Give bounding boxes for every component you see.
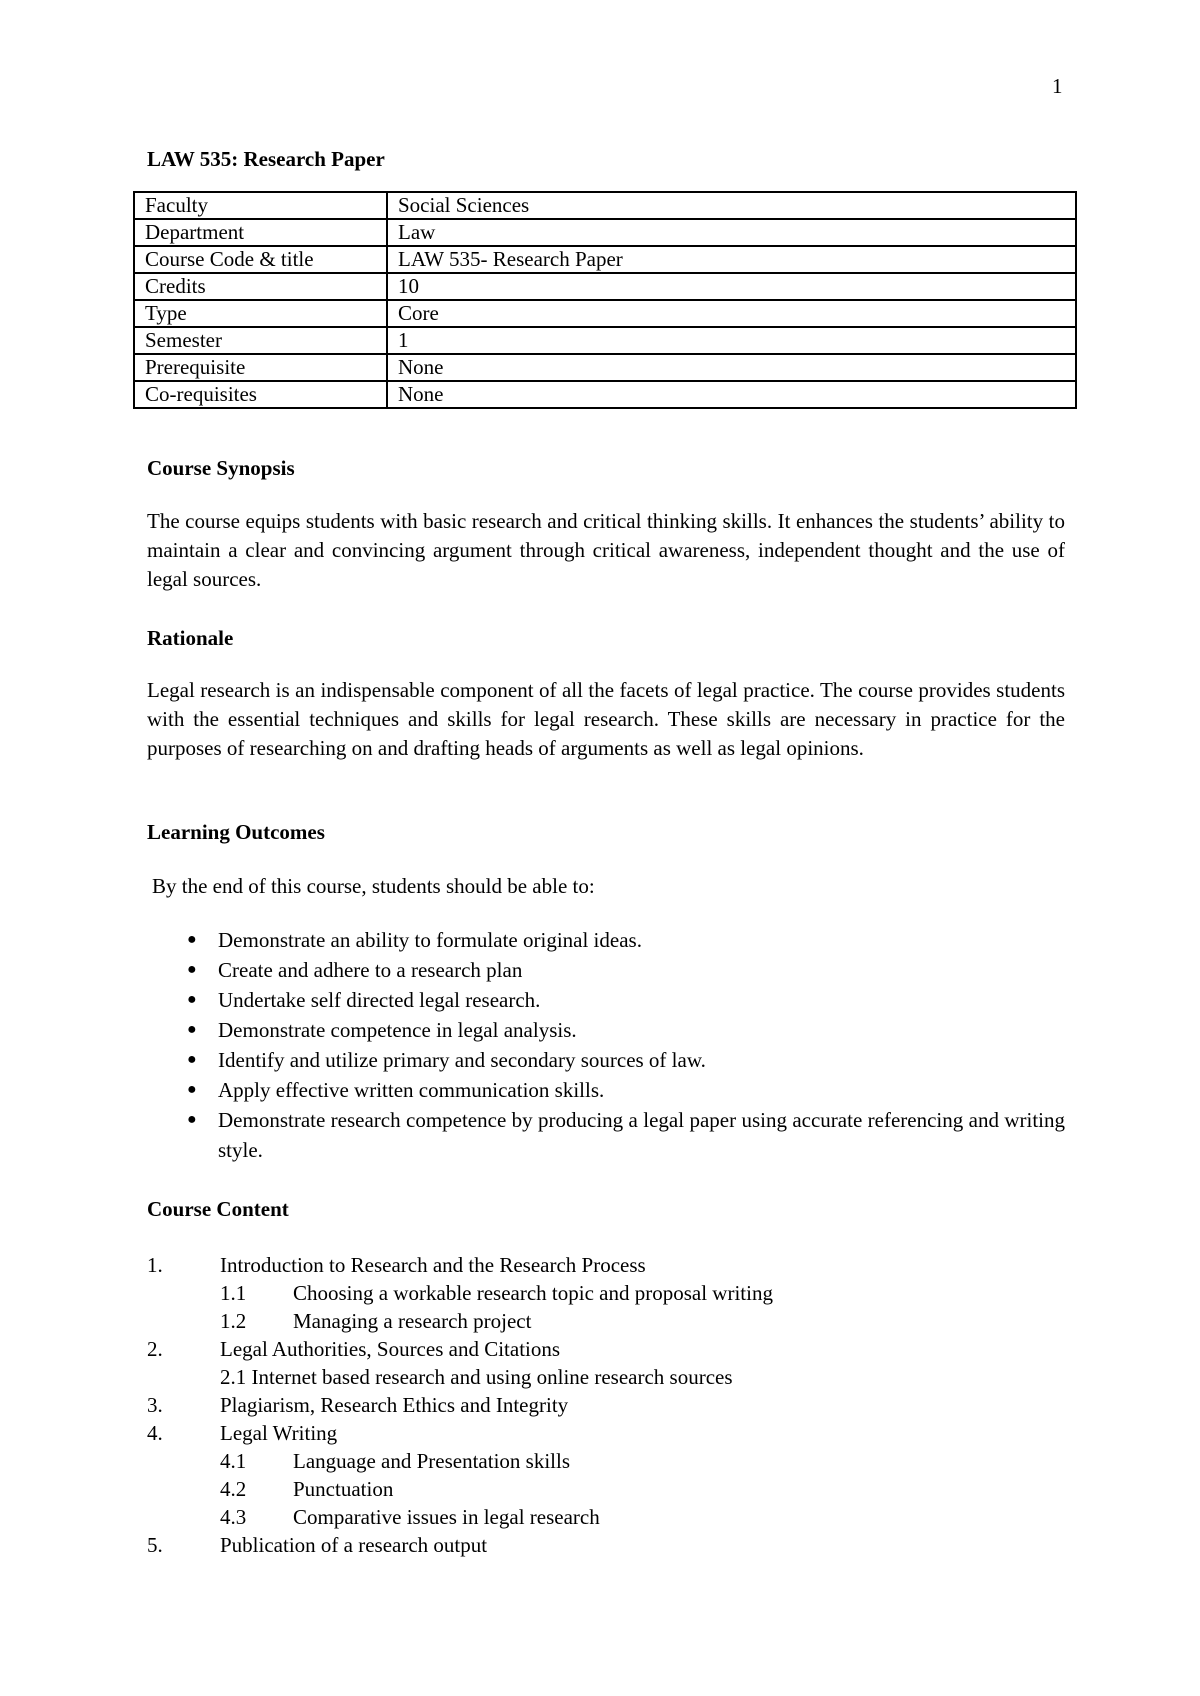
list-item — [147, 955, 1065, 985]
item-text: Plagiarism, Research Ethics and Integrity — [220, 1393, 569, 1417]
table-label: Type — [134, 300, 387, 327]
table-row — [134, 300, 1076, 327]
page-title: LAW 535: Research Paper — [147, 147, 385, 171]
list-item-text: Demonstrate competence in legal analysis. — [218, 1018, 577, 1042]
table-row — [134, 192, 1076, 219]
list-item-text: Create and adhere to a research plan — [218, 958, 523, 982]
bullet-icon: ● — [187, 1051, 197, 1068]
list-item — [147, 1251, 1065, 1279]
table-label: Course Code & title — [134, 246, 387, 273]
list-item — [147, 1475, 1065, 1503]
synopsis-heading: Course Synopsis — [147, 456, 295, 480]
bullet-icon: ● — [187, 961, 197, 978]
table-row — [134, 219, 1076, 246]
sub-item-number: 4.3 — [220, 1505, 247, 1529]
outcomes-heading: Learning Outcomes — [147, 820, 325, 844]
content-heading: Course Content — [147, 1197, 289, 1221]
bullet-icon: ● — [187, 1081, 197, 1098]
list-item — [147, 925, 1065, 955]
list-item-text: Apply effective written communication skills. — [218, 1078, 605, 1102]
synopsis-text: The course equips students with basic research and critical thinking skills. It enhances the students’ ability to maintain a clear and convincing argument through critical awareness, independent thought and the use of legal sources. — [147, 509, 1065, 591]
outcomes-lead: By the end of this course, students should be able to: — [152, 874, 595, 898]
sub-item-number: 4.1 — [220, 1449, 247, 1473]
table-row — [134, 381, 1076, 408]
outcomes-list — [147, 925, 1065, 1165]
sub-item-text: Language and Presentation skills — [293, 1449, 571, 1473]
list-item — [147, 1015, 1065, 1045]
sub-item-number: 1.2 — [220, 1309, 247, 1333]
table-value: LAW 535- Research Paper — [387, 246, 1076, 273]
item-text: Legal Authorities, Sources and Citations — [220, 1337, 561, 1361]
course-info-table — [133, 191, 1077, 409]
table-value: 1 — [387, 327, 1076, 354]
item-text: Introduction to Research and the Research Process — [220, 1253, 646, 1277]
table-row — [134, 273, 1076, 300]
list-item — [147, 1335, 1065, 1363]
bullet-icon: ● — [187, 1111, 197, 1128]
page-number: 1 — [1052, 74, 1063, 98]
table-row — [134, 354, 1076, 381]
table-value: 10 — [387, 273, 1076, 300]
table-label: Prerequisite — [134, 354, 387, 381]
list-item — [147, 1531, 1065, 1559]
list-item — [147, 1045, 1065, 1075]
sub-item-text: Comparative issues in legal research — [293, 1505, 600, 1529]
rationale-text: Legal research is an indispensable component of all the facets of legal practice. The course provides students with the essential techniques and skills for legal research. These skills are necessary in practice for the purposes of researching on and drafting heads of arguments as well as legal opinions. — [147, 678, 1065, 760]
list-item — [147, 1363, 1065, 1391]
item-number: 4. — [147, 1421, 163, 1445]
item-number: 2. — [147, 1337, 163, 1361]
list-item — [147, 1307, 1065, 1335]
bullet-icon: ● — [187, 931, 197, 948]
list-item-text: Undertake self directed legal research. — [218, 988, 541, 1012]
table-row — [134, 327, 1076, 354]
bullet-icon: ● — [187, 1021, 197, 1038]
list-item-text: Identify and utilize primary and secondary sources of law. — [218, 1048, 706, 1072]
item-text: Legal Writing — [220, 1421, 338, 1445]
list-item — [147, 985, 1065, 1015]
list-item — [147, 1419, 1065, 1447]
list-item-text: Demonstrate research competence by producing a legal paper using accurate referencing and writing style. — [218, 1108, 1065, 1162]
table-label: Credits — [134, 273, 387, 300]
table-label: Department — [134, 219, 387, 246]
item-number: 3. — [147, 1393, 163, 1417]
sub-item-number: 4.2 — [220, 1477, 247, 1501]
table-label: Semester — [134, 327, 387, 354]
list-item — [147, 1075, 1065, 1105]
rationale-heading: Rationale — [147, 626, 234, 650]
item-text: Publication of a research output — [220, 1533, 488, 1557]
list-item — [147, 1447, 1065, 1475]
bullet-icon: ● — [187, 991, 197, 1008]
table-value: None — [387, 354, 1076, 381]
list-item — [147, 1391, 1065, 1419]
sub-item-text: Managing a research project — [293, 1309, 532, 1333]
table-value: Core — [387, 300, 1076, 327]
content-list — [147, 1251, 1065, 1559]
sub-item-text: 2.1 Internet based research and using online research sources — [220, 1365, 733, 1389]
item-number: 5. — [147, 1533, 163, 1557]
table-value: Social Sciences — [387, 192, 1076, 219]
table-row — [134, 246, 1076, 273]
list-item — [147, 1503, 1065, 1531]
sub-item-text: Choosing a workable research topic and proposal writing — [293, 1281, 773, 1305]
table-label: Co-requisites — [134, 381, 387, 408]
sub-item-text: Punctuation — [293, 1477, 394, 1501]
list-item — [147, 1105, 1065, 1165]
item-number: 1. — [147, 1253, 163, 1277]
table-value: Law — [387, 219, 1076, 246]
sub-item-number: 1.1 — [220, 1281, 247, 1305]
table-value: None — [387, 381, 1076, 408]
list-item-text: Demonstrate an ability to formulate original ideas. — [218, 928, 642, 952]
list-item — [147, 1279, 1065, 1307]
table-label: Faculty — [134, 192, 387, 219]
